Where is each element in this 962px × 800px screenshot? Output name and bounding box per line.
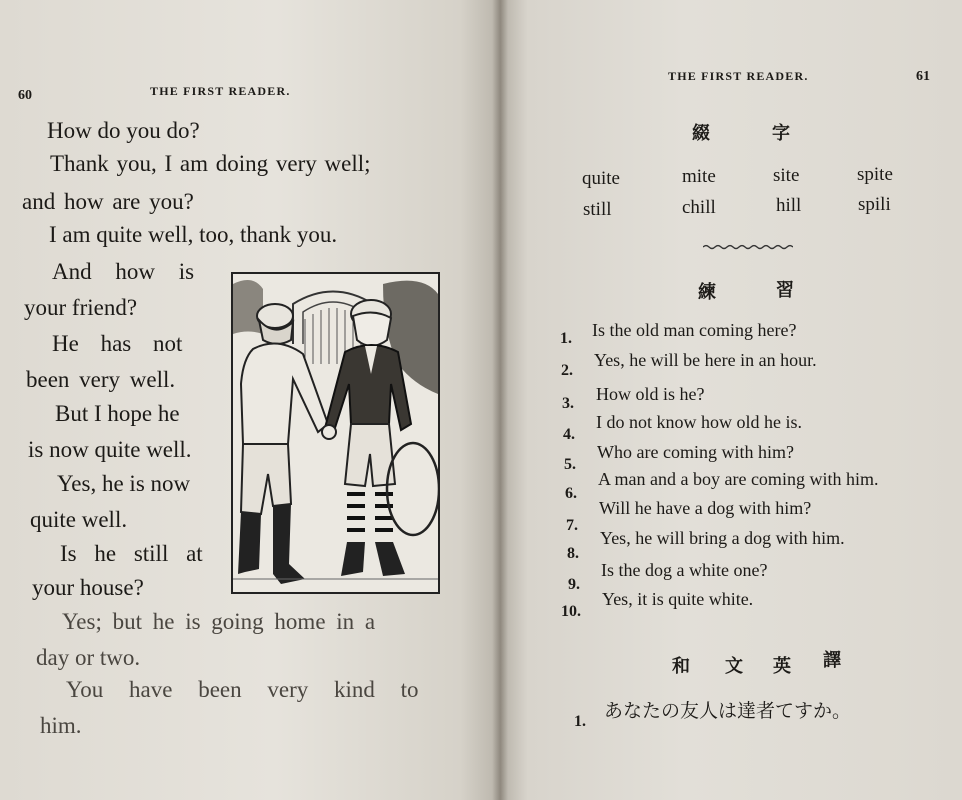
illustration-two-boys-shaking-hands: [231, 272, 440, 594]
text-line: How do you do?: [47, 118, 200, 143]
text-line: your friend?: [24, 295, 138, 320]
exercise-number: 1.: [560, 330, 572, 347]
page-number: 61: [916, 69, 930, 84]
text-line: He has not: [52, 331, 183, 356]
spelling-word: quite: [582, 168, 620, 189]
running-head: THE FIRST READER.: [150, 84, 291, 98]
spelling-word: hill: [776, 195, 802, 216]
exercise-number: 2.: [561, 362, 573, 379]
exercise-number: 3.: [562, 395, 574, 412]
text-line: Thank you, I am doing very well;: [50, 151, 371, 176]
exercise-sentence: Who are coming with him?: [597, 442, 794, 462]
text-line: You have been very kind to: [66, 677, 419, 702]
text-line: Is he still at: [60, 541, 203, 566]
wavy-divider: [703, 243, 793, 251]
text-line: him.: [40, 713, 82, 738]
translation-sentence: あなたの友人は達者てすか。: [604, 700, 852, 722]
exercise-heading-char: 習: [776, 280, 794, 301]
spelling-word: still: [583, 199, 612, 220]
translation-heading-char: 文: [725, 656, 743, 677]
translation-heading-char: 譯: [823, 650, 841, 671]
exercise-number: 9.: [568, 576, 580, 593]
exercise-sentence: Is the old man coming here?: [592, 320, 797, 340]
text-line: But I hope he: [55, 401, 180, 426]
exercise-sentence: A man and a boy are coming with him.: [598, 469, 879, 489]
text-line: your house?: [32, 575, 144, 600]
spelling-word: chill: [682, 197, 716, 218]
text-line: Yes, he is now: [57, 471, 191, 496]
spelling-word: spite: [857, 164, 893, 185]
spelling-word: site: [773, 165, 800, 186]
exercise-heading-char: 練: [698, 282, 716, 303]
exercise-number: 4.: [563, 426, 575, 443]
exercise-sentence: How old is he?: [596, 384, 705, 404]
spelling-word: spili: [858, 194, 891, 215]
running-head: THE FIRST READER.: [668, 69, 809, 83]
text-line: And how is: [52, 259, 195, 284]
exercise-sentence: Is the dog a white one?: [601, 560, 768, 580]
exercise-number: 5.: [564, 456, 576, 473]
exercise-sentence: Will he have a dog with him?: [599, 498, 812, 518]
text-line: I am quite well, too, thank you.: [49, 222, 338, 247]
page-number: 60: [18, 88, 32, 103]
text-line: day or two.: [36, 645, 141, 670]
text-line: is now quite well.: [28, 437, 192, 462]
exercise-number: 7.: [566, 517, 578, 534]
exercise-sentence: Yes, he will be here in an hour.: [594, 350, 817, 370]
spelling-heading-char: 綴: [692, 123, 710, 144]
translation-number: 1.: [574, 713, 586, 730]
text-line: been very well.: [26, 367, 176, 392]
text-line: Yes; but he is going home in a: [62, 609, 376, 634]
translation-heading-char: 和: [672, 656, 690, 677]
book-gutter: [492, 0, 508, 800]
spelling-heading-char: 字: [772, 123, 790, 144]
exercise-sentence: I do not know how old he is.: [596, 412, 802, 432]
text-line: and how are you?: [22, 189, 194, 214]
exercise-number: 10.: [561, 603, 581, 620]
exercise-sentence: Yes, he will bring a dog with him.: [600, 528, 845, 548]
spelling-word: mite: [682, 166, 716, 187]
text-line: quite well.: [30, 507, 128, 532]
translation-heading-char: 英: [773, 656, 791, 677]
exercise-number: 8.: [567, 545, 579, 562]
exercise-sentence: Yes, it is quite white.: [602, 589, 754, 609]
exercise-number: 6.: [565, 485, 577, 502]
